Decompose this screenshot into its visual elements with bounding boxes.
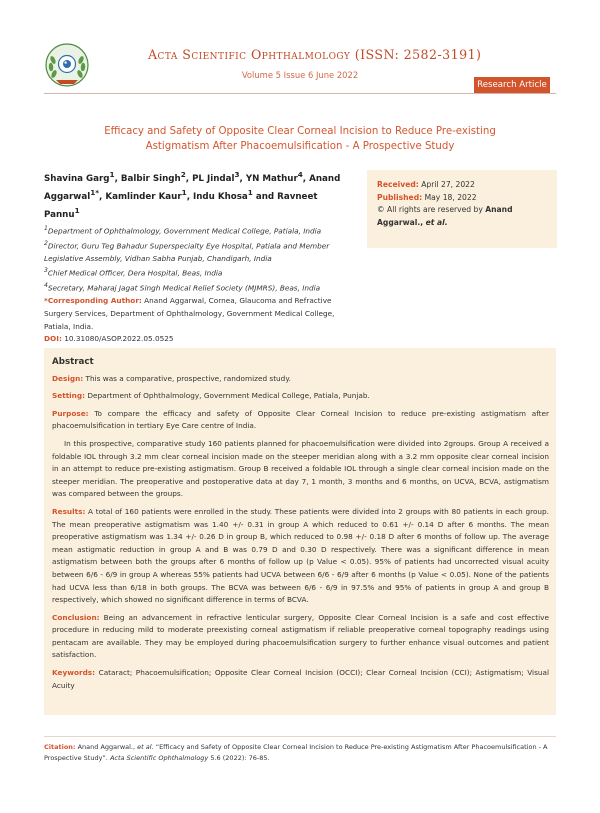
author: Kamlinder Kaur — [105, 191, 182, 202]
citation-divider — [44, 736, 556, 737]
doi: DOI: 10.31080/ASOP.2022.05.0525 — [44, 334, 174, 344]
abstract-panel — [44, 348, 556, 715]
abstract-setting: Setting: Department of Ophthalmology, Government Medical College, Patiala, Punjab. — [52, 391, 370, 401]
abstract-heading: Abstract — [52, 357, 94, 367]
abstract-results: Results: A total of 160 patients were enrolled in the study. These patients were divided into 2 groups with 80 patients in each group. The mean preoperative astigmatism was 1.40 +/- 0.31 in group A which reduced to 0.61 +/- 0.14 D after 6 months. The mean preoperative astigmatism was 1.34 +/- 0.26 D in group B, which reduced to 0.98 +/- 0.18 D after 6 months of follow up. The average mean astigmatic reduction in group A and B was 0.79 D and 0.30 D respectively. There was a significant difference in mean astigmatism between both the groups after 6 months of follow up (p Value < 0.05). 95% of patients had uncorrected visual acuity between 6/6 - 6/9 in group A whereas 55% patients had UCVA between 6/6 - 6/9 after 6 months (p Value < 0.05). None of the patients had UCVA less than 6/18 in both groups. The BCVA was between 6/6 - 6/9 in 97.5% and 95% of patients in group A and group B respectively, which showed no significant difference in terms of BCVA. — [52, 506, 549, 605]
author-list: Shavina Garg$^1$, Balbir Singh$^2$, PL Jindal$^3$, YN Mathur$^4$, Anand Aggarwal$^{1*}$, Kamlinder Kaur$^1$, Indu Khosa$^1$ and Ravneet Pannu$^1$ — [44, 170, 341, 220]
author: YN Mathur — [245, 173, 298, 184]
author: PL Jindal — [192, 173, 235, 184]
affiliation: $^4$Secretary, Maharaj Jagat Singh Medical Relief Society (MJMRS), Beas, India — [44, 282, 321, 293]
abstract-methods: In this prospective, comparative study 160 patients planned for phacoemulsification were divided into 2groups. Group A received a foldable IOL through 3.2 mm clear corneal incision made on the steeper meridian along with a 3.2 mm opposite clear corneal incision in an attempt to reduce pre-existing astigmatism. Group B received a foldable IOL through a single clear corneal incision made on the steeper meridian. The preoperative and postoperative data at day 7, 1 month, 3 months and 6 months, on UCVA, BCVA, astigmatism was compared between the groups. — [52, 438, 549, 499]
author-info — [44, 168, 354, 346]
article-title-line1: Efficacy and Safety of Opposite Clear Corneal Incision to Reduce Pre-existing — [104, 126, 496, 137]
doi-link[interactable]: 10.31080/ASOP.2022.05.0525 — [64, 334, 174, 344]
abstract-conclusion: Conclusion: Being an advancement in refractive lenticular surgery, Opposite Clear Corneal Incision is a safe and cost effective procedure in reducing mild to moderate preexisting corneal astigmatism if reliable preoperative corneal topography readings using pentacam are available. They may be employed during phacoemulsification surgery to further enhance visual outcomes and patient satisfaction. — [52, 612, 549, 660]
author: Balbir Singh — [120, 173, 181, 184]
affiliation: $^2$Director, Guru Teg Bahadur Superspecialty Eye Hospital, Patiala and Member Legislative Assembly, Vidhan Sabha Punjab, Chandigarh, India — [44, 239, 330, 263]
article-title-line2: Astigmatism After Phacoemulsification - A Prospective Study — [145, 141, 455, 152]
article-type-badge: Research Article — [474, 77, 550, 93]
author: Shavina Garg — [44, 173, 110, 184]
abstract-design: Design: This was a comparative, prospective, randomized study. — [52, 373, 291, 383]
abstract-keywords: Keywords: Cataract; Phacoemulsification; Opposite Clear Corneal Incision (OCCI); Clear Corneal Incision (CCI); Astigmatism; Visual Acuity — [52, 668, 549, 690]
received-date: Received: April 27, 2022 — [377, 180, 475, 189]
abstract-purpose: Purpose: To compare the efficacy and safety of Opposite Clear Corneal Incision to reduce pre-existing astigmatism after phacoemulsification in tertiary Eye Care centre of India. — [52, 408, 549, 431]
affiliation: $^3$Chief Medical Officer, Dera Hospital, Beas, India — [44, 267, 223, 278]
affiliation: $^1$Department of Ophthalmology, Government Medical College, Patiala, India — [44, 224, 322, 236]
corresponding-author: *Corresponding Author: Anand Aggarwal, Cornea, Glaucoma and Refractive Surgery Services, Department of Ophthalmology, Government Medical College, Patiala, India. — [44, 296, 335, 331]
author: Ravneet Pannu — [44, 191, 318, 220]
dates-panel — [367, 170, 557, 248]
author: Anand Aggarwal — [44, 173, 341, 202]
citation: Citation: Anand Aggarwal., et al. “Efficacy and Safety of Opposite Clear Corneal Incision to Reduce Pre-existing Astigmatism After Phacoemulsification - A Prospective Study”. Acta Scientific Ophthalmology 5.6 (2022): 76-85. — [44, 743, 548, 762]
published-date: Published: May 18, 2022 — [377, 192, 477, 202]
article-title — [90, 124, 510, 154]
header-divider — [44, 93, 556, 94]
author: Indu Khosa — [193, 191, 248, 202]
rights-notice: © All rights are reserved by Anand Aggarwal., et al. — [377, 205, 513, 227]
journal-logo-icon — [44, 42, 90, 88]
volume-issue: Volume 5 Issue 6 June 2022 — [241, 70, 359, 80]
journal-name: Acta Scientific Ophthalmology (ISSN: 2582-3191) — [148, 47, 482, 62]
